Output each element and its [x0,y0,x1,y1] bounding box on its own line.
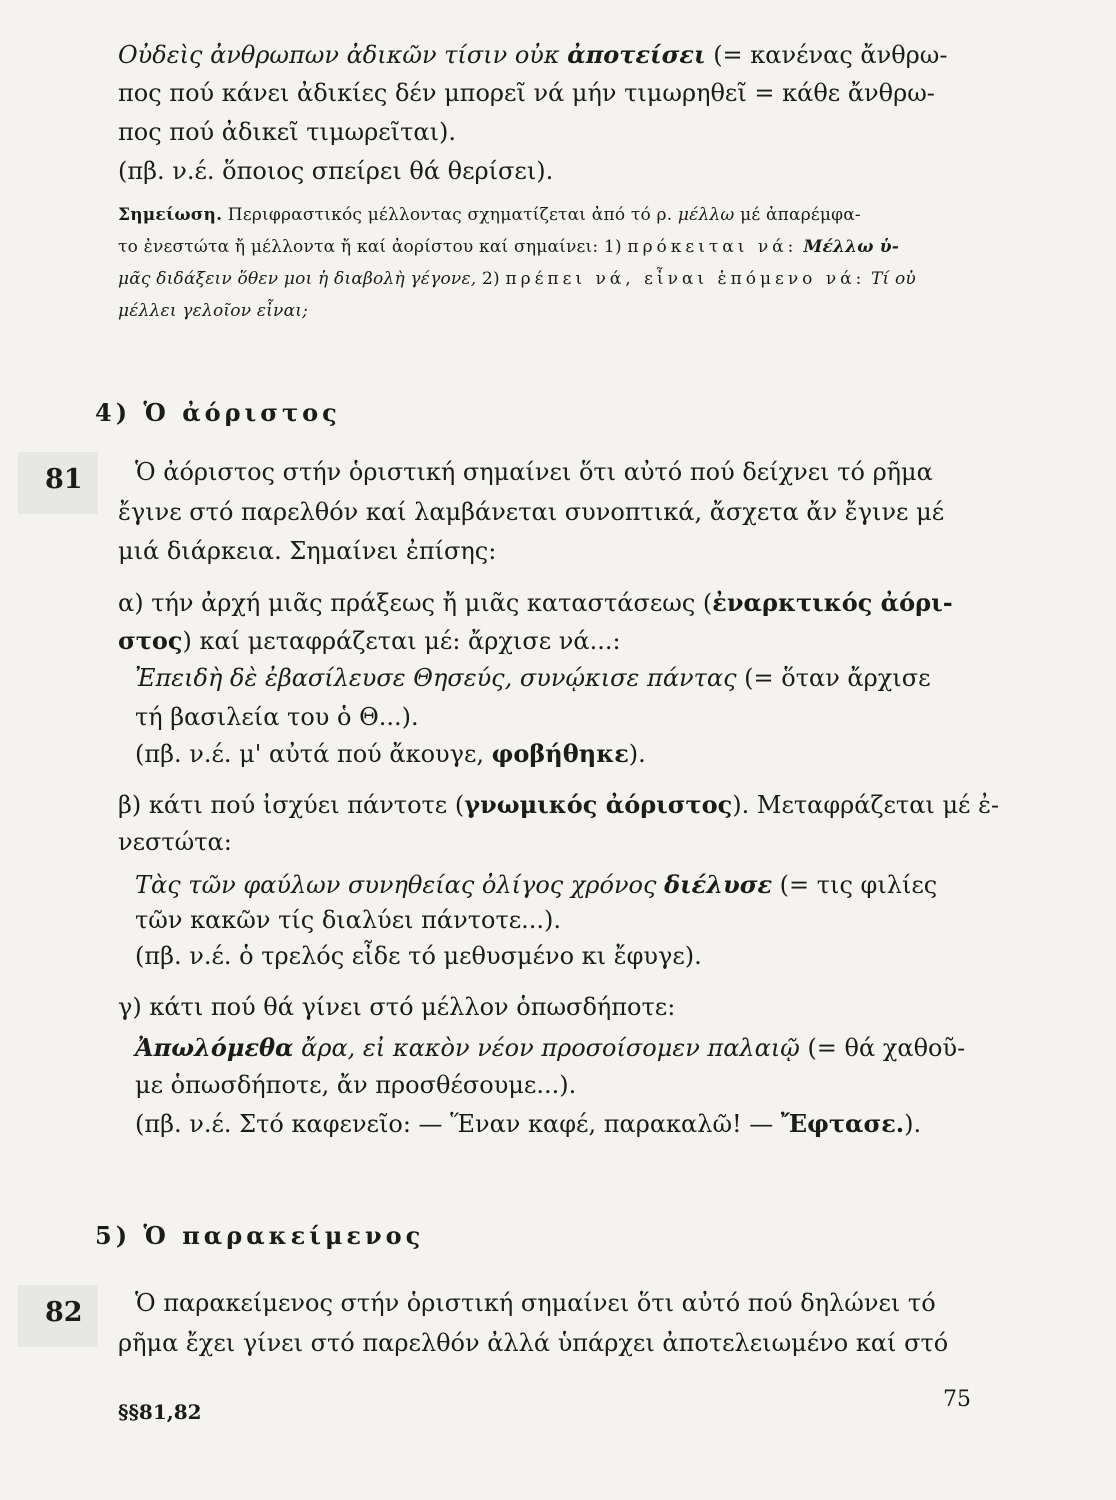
note-line [118,205,861,225]
text-line: (πβ. ν.έ. ὅποιος σπείρει θά θερίσει). [118,157,554,185]
note-text: μέ ἀπαρέμφα- [734,205,861,225]
text-line [135,739,646,768]
text-line: γ) κάτι πού θά γίνει στό μέλλον ὁπωσδήποτε: [118,993,676,1021]
note-text: Περιφραστικός μέλλοντας σχηματίζεται ἀπό τό ρ. [222,205,678,225]
greek-quote-bold: Ἀπωλόμεθα [135,1033,294,1062]
text-line: τῶν κακῶν τίς διαλύει πάντοτε...). [135,906,562,934]
greek-quote-bold: ἀποτείσει [567,40,706,69]
translation: (= τις φιλίες [772,871,938,899]
note-italic: μέλλει γελοῖον εἶναι; [118,301,309,321]
text-span: α) τήν ἀρχή μιᾶς πράξεως ἤ μιᾶς καταστάσεως ( [118,589,713,617]
translation: (= θά χαθοῦ- [799,1034,966,1062]
note-label: Σημείωση. [118,205,223,225]
section-heading: 4) Ὁ ἀόριστος [95,398,341,427]
note-italic: Μέλλω ὑ- [797,237,900,257]
text-line: νεστώτα: [118,828,232,856]
text-line: τή βασιλεία του ὁ Θ...). [135,703,419,731]
note-italic: μᾶς διδάξειν ὅθεν μοι ἡ διαβολὴ γέγονε, [118,269,477,289]
text-line: Ὁ ἀόριστος στήν ὁριστική σημαίνει ὅτι αὐτό πού δείχνει τό ρῆμα [135,458,933,486]
term-bold: στος [118,626,183,655]
text-line: (πβ. ν.έ. ὁ τρελός εἶδε τό μεθυσμένο κι ἔφυγε). [135,942,702,970]
term-bold: γνωμικός ἀόριστος [464,790,733,819]
text-line: ἔγινε στό παρελθόν καί λαμβάνεται συνοπτικά, ἄσχετα ἄν ἔγινε μέ [118,498,945,526]
text-line: ρῆμα ἔχει γίνει στό παρελθόν ἀλλά ὑπάρχει ἀποτελειωμένο καί στό [118,1329,949,1357]
text-span: ). [904,1110,922,1138]
text-line [135,870,937,899]
note-text: το ἐνεστώτα ἤ μέλλοντα ἤ καί ἀορίστου καί σημαίνει: 1) [118,237,628,257]
text-span: (πβ. ν.έ. μ' αὐτά πού ἄκουγε, [135,740,492,768]
greek-quote: Τὰς τῶν φαύλων συνηθείας ὀλίγος χρόνος [135,871,665,899]
text-line: πος πού κάνει ἀδικίες δέν μπορεῖ νά μήν τιμωρηθεῖ = κάθε ἄνθρω- [118,79,935,107]
text-line: μιά διάρκεια. Σημαίνει ἐπίσης: [118,537,497,565]
text-line [135,1033,965,1062]
text-line [135,1109,921,1138]
note-italic: μέλλω [677,205,735,225]
note-italic: Τί οὐ [865,269,916,289]
note-spaced: πρέπει νά, εἶναι ἑπόμενο νά: [505,269,866,289]
text-line [118,626,621,655]
text-line: Ὁ παρακείμενος στήν ὁριστική σημαίνει ὅτι αὐτό πού δηλώνει τό [135,1289,936,1317]
greek-quote: ἄρα, εἰ κακὸν νέον προσοίσομεν παλαιῷ [293,1034,800,1062]
section-heading: 5) Ὁ παρακείμενος [95,1221,425,1250]
text-span: (πβ. ν.έ. Στό καφενεῖο: — Ἕναν καφέ, παρακαλῶ! — [135,1110,781,1138]
text-span: β) κάτι πού ἰσχύει πάντοτε ( [118,791,465,819]
term-bold: φοβήθηκε [491,739,629,768]
text-line: πος πού ἀδικεῖ τιμωρεῖται). [118,118,456,146]
note-line [118,269,916,289]
text-span: ) καί μεταφράζεται μέ: ἄρχισε νά...: [182,627,621,655]
translation: (= κανένας ἄνθρω- [705,41,948,69]
text-line [118,790,999,819]
note-text: 2) [476,269,506,289]
translation: (= ὅταν ἄρχισε [736,664,931,692]
text-line [118,588,953,617]
note-line [118,301,308,321]
footer-section-ref: §§81,82 [118,1400,202,1424]
note-spaced: πρόκειται νά: [627,237,798,257]
greek-quote: Οὐδεὶς ἀνθρωπων ἀδικῶν τίσιν οὐκ [118,41,568,69]
text-line [135,664,931,692]
note-line [118,237,899,257]
section-number: 82 [45,1297,83,1328]
term-bold: Ἔφτασε. [780,1109,905,1138]
greek-quote-bold: διέλυσε [664,870,773,899]
page-number: 75 [943,1387,971,1412]
text-span: ). Μεταφράζεται μέ ἐ- [732,791,1000,819]
term-bold: ἐναρκτικός ἀόρι- [712,588,953,617]
text-span: ). [628,740,646,768]
section-number: 81 [45,464,83,495]
text-line [118,40,947,69]
text-line: με ὁπωσδήποτε, ἄν προσθέσουμε...). [135,1071,577,1099]
greek-quote: Ἐπειδὴ δὲ ἐβασίλευσε Θησεύς, συνῴκισε πάντας [135,664,737,692]
